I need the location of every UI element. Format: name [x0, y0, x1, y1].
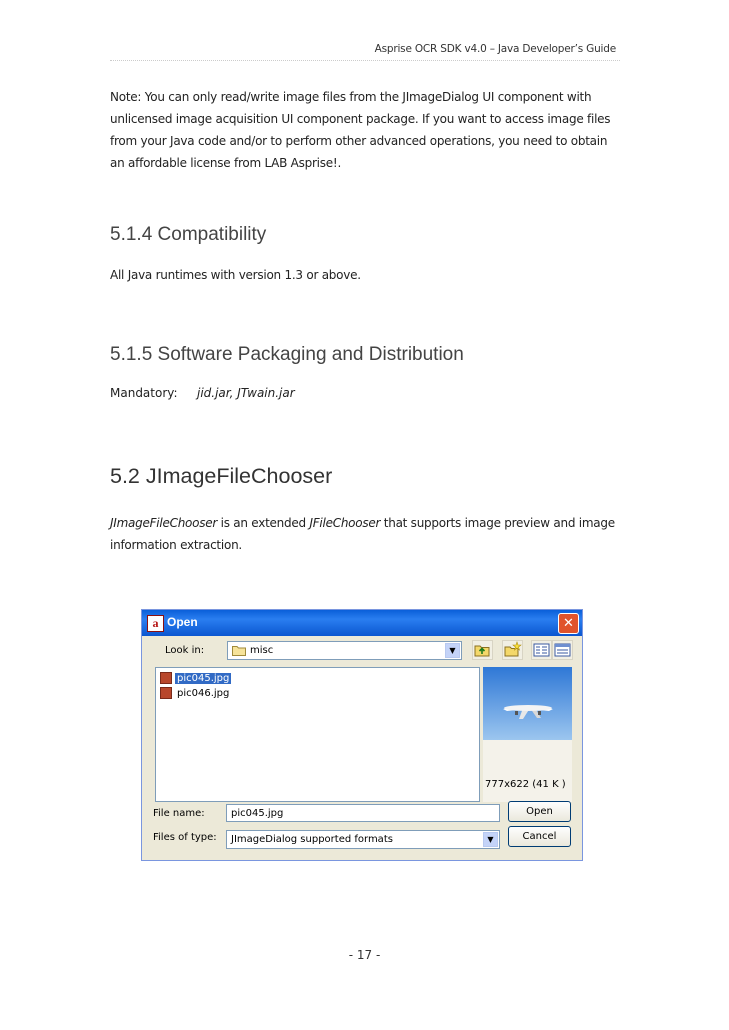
packaging-heading: 5.1.5 Software Packaging and Distribution — [110, 344, 464, 365]
up-folder-button[interactable] — [472, 640, 493, 660]
file-name: pic046.jpg — [177, 688, 230, 699]
chevron-down-icon[interactable]: ▼ — [445, 643, 460, 658]
note-line: from your Java code and/or to perform other advanced operations, you need to obtain — [110, 134, 608, 148]
file-item-pic046[interactable] — [160, 687, 231, 699]
note-line: an affordable license from LAB Asprise!. — [110, 156, 342, 170]
file-item-pic045[interactable] — [160, 672, 231, 684]
class-name: JImageFileChooser — [110, 516, 218, 530]
list-view-icon — [532, 641, 551, 659]
file-list[interactable] — [155, 667, 480, 802]
description-text: is an extended — [217, 516, 310, 530]
files-of-type-label: Files of type: — [153, 832, 217, 843]
files-of-type-value: JImageDialog supported formats — [231, 834, 393, 845]
dialog-titlebar[interactable] — [142, 610, 582, 636]
open-button[interactable]: Open — [508, 801, 571, 822]
cancel-button[interactable]: Cancel — [508, 826, 571, 847]
details-view-button[interactable] — [552, 640, 573, 660]
open-dialog — [141, 609, 583, 861]
running-header: Asprise OCR SDK v4.0 – Java Developer’s Guide — [374, 43, 616, 55]
image-info-text: 777x622 (41 K ) — [485, 779, 566, 790]
look-in-combo[interactable] — [227, 641, 462, 660]
app-icon: a — [147, 615, 164, 632]
new-folder-button[interactable] — [502, 640, 523, 660]
details-view-icon — [553, 641, 572, 659]
image-preview-panel — [483, 667, 572, 802]
look-in-label: Look in: — [165, 645, 205, 656]
folder-icon — [232, 645, 246, 656]
mandatory-label: Mandatory: — [110, 386, 178, 400]
header-divider — [110, 60, 620, 61]
note-paragraph — [110, 86, 625, 174]
file-name: pic045.jpg — [177, 673, 230, 684]
page-number: - 17 - — [348, 948, 381, 962]
look-in-value: misc — [250, 645, 274, 656]
file-name-value: pic045.jpg — [231, 808, 284, 819]
description-text: that supports image preview and image — [380, 516, 615, 530]
airplane-preview-image — [483, 667, 572, 740]
list-view-button[interactable] — [531, 640, 552, 660]
up-folder-icon — [473, 641, 492, 659]
jimagefilechooser-heading: 5.2 JImageFileChooser — [110, 464, 333, 488]
note-line: Note: You can only read/write image files from the JImageDialog UI component with — [110, 90, 592, 104]
class-name: JFileChooser — [309, 516, 381, 530]
chevron-down-icon[interactable]: ▼ — [483, 832, 498, 847]
file-name-label: File name: — [153, 808, 205, 819]
compatibility-text: All Java runtimes with version 1.3 or above. — [110, 268, 361, 282]
jimagefilechooser-description — [110, 512, 625, 556]
new-folder-icon — [503, 641, 522, 659]
image-file-icon — [160, 672, 172, 684]
dialog-title: Open — [167, 615, 198, 629]
mandatory-value: jid.jar, JTwain.jar — [197, 386, 295, 400]
image-file-icon — [160, 687, 172, 699]
file-name-field[interactable] — [226, 804, 500, 822]
note-line: unlicensed image acquisition UI component package. If you want to access image files — [110, 112, 611, 126]
close-button[interactable]: ✕ — [558, 613, 579, 634]
description-text: information extraction. — [110, 538, 242, 552]
files-of-type-combo[interactable] — [226, 830, 500, 849]
compatibility-heading: 5.1.4 Compatibility — [110, 224, 267, 245]
